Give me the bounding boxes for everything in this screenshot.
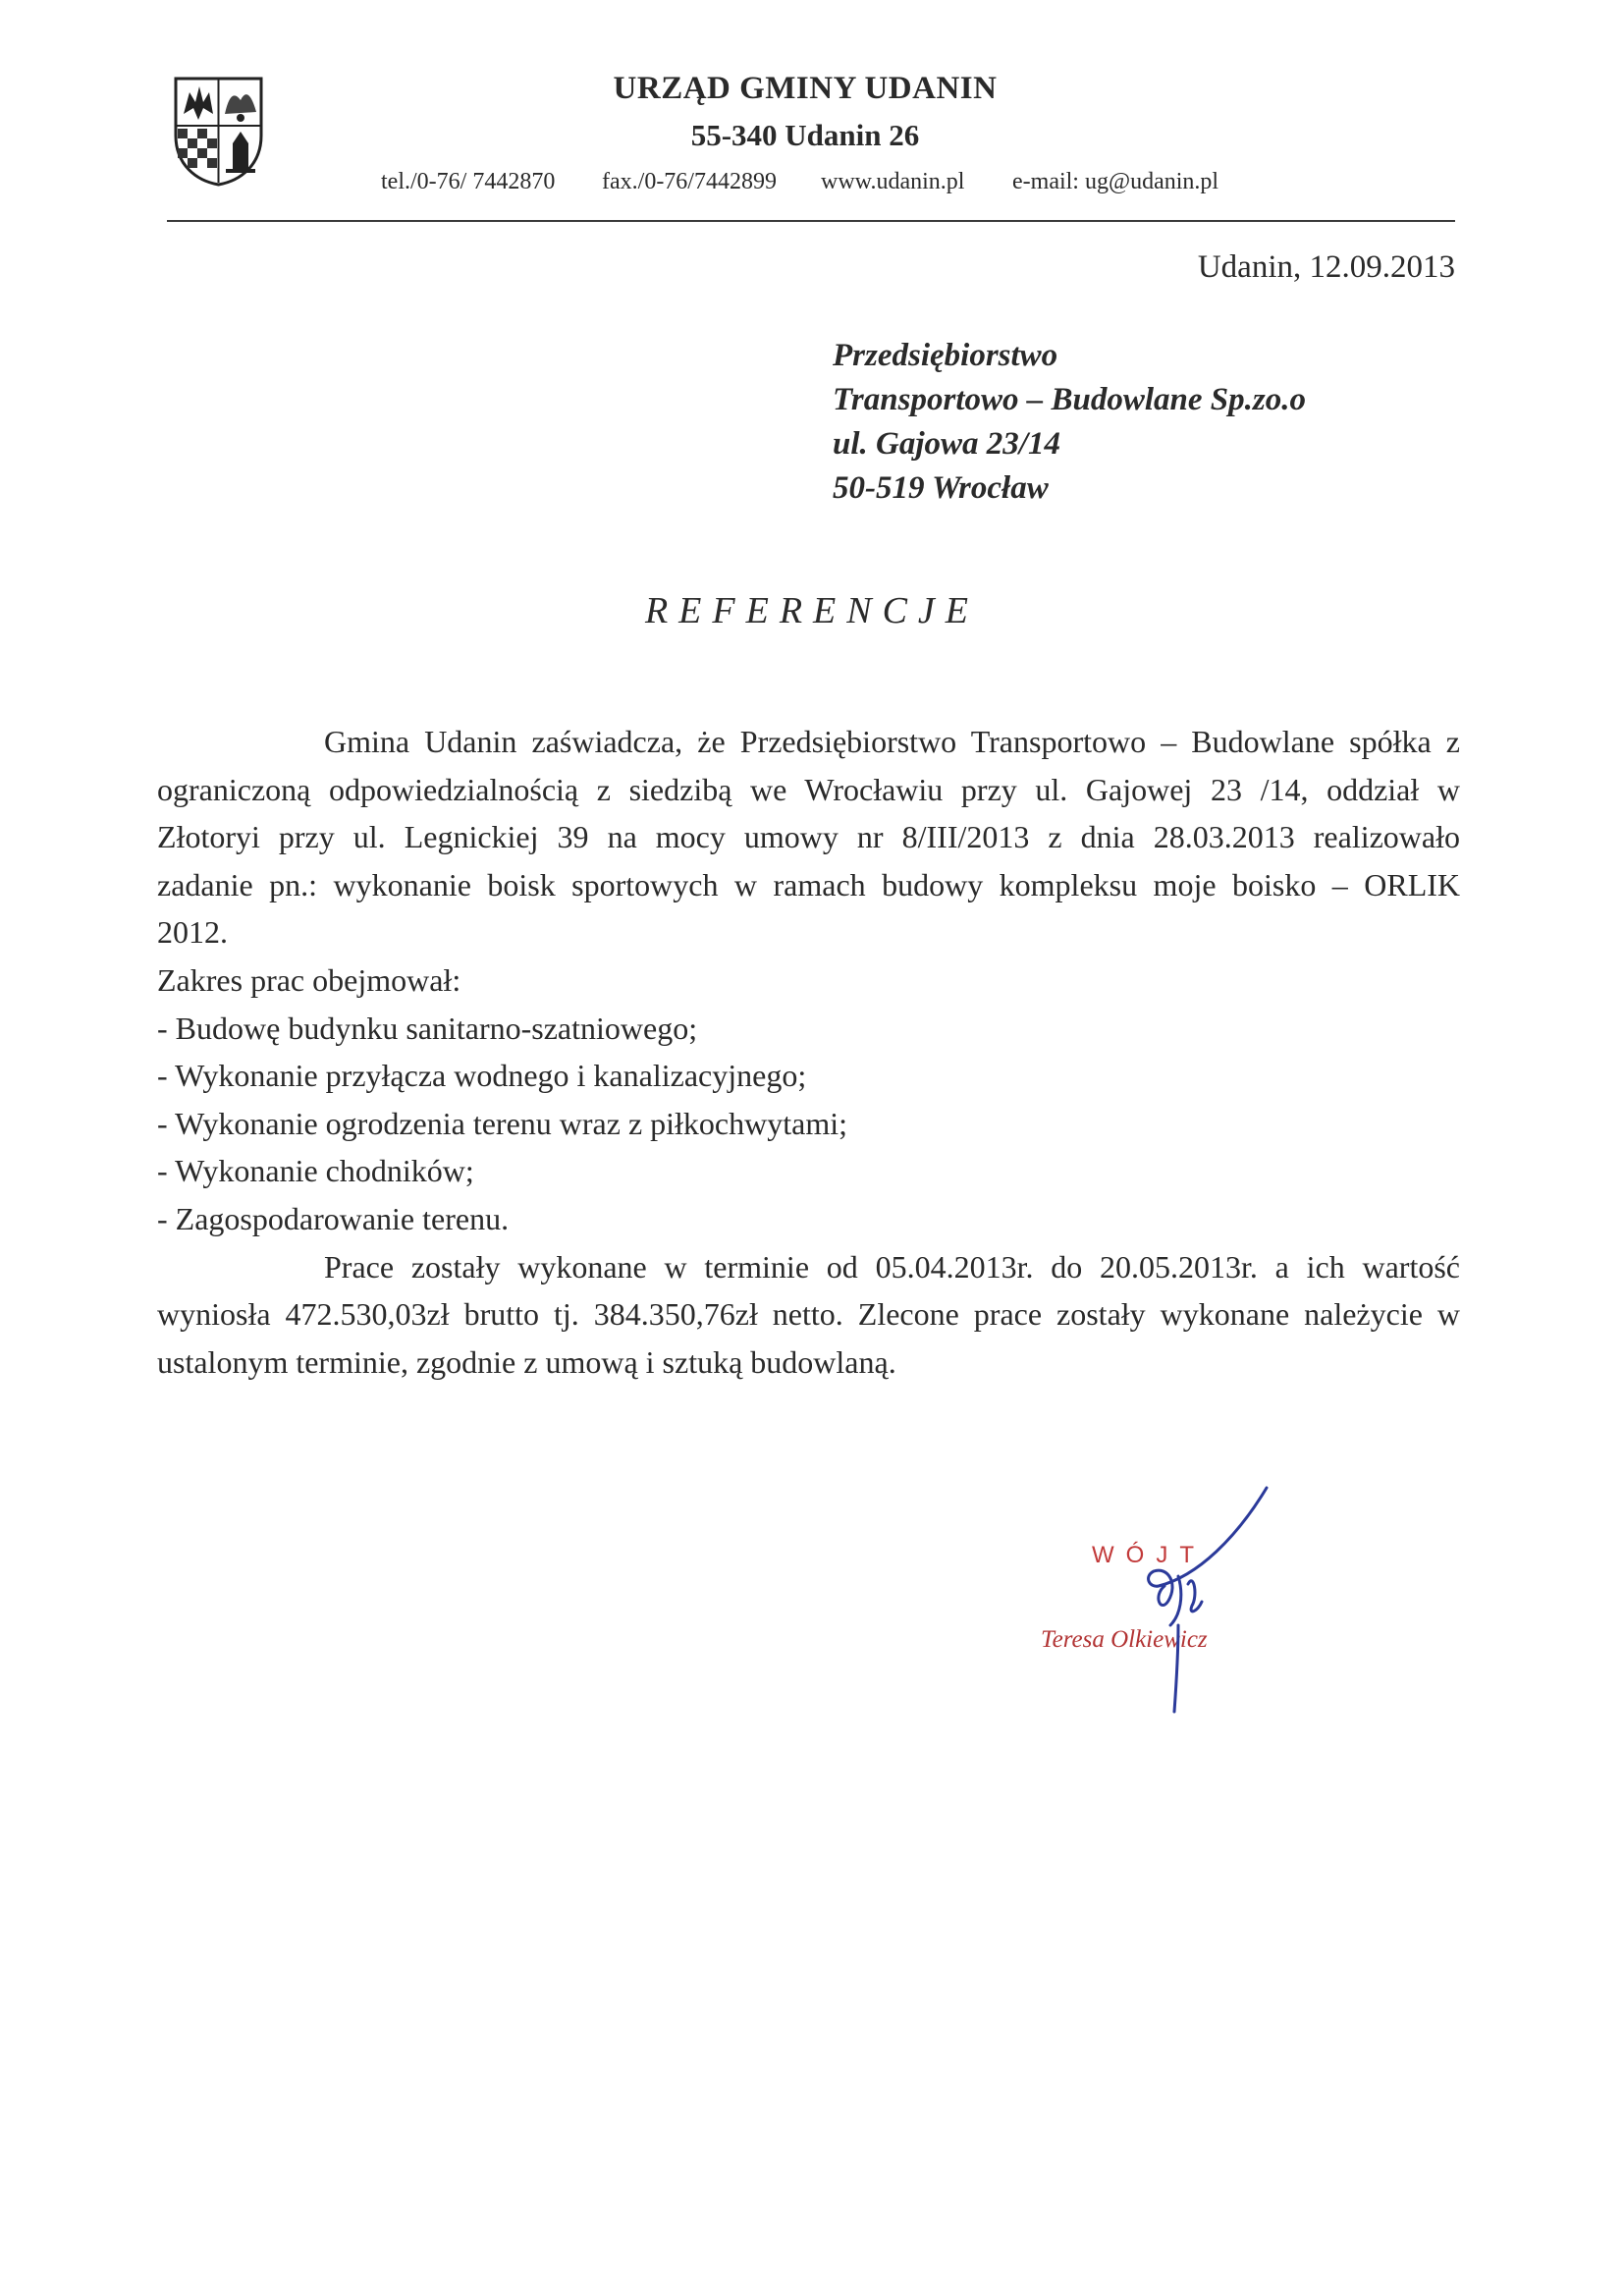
signature-icon xyxy=(1110,1478,1276,1714)
scope-item: - Zagospodarowanie terenu. xyxy=(157,1200,510,1236)
phone-number: tel./0-76/ 7442870 xyxy=(381,169,556,194)
body-line: Złotoryi przy ul. Legnickiej 39 na mocy umowy nr 8/III/2013 z dnia 28.03.2013 realizowało xyxy=(157,819,1460,855)
document-title: REFERENCJE xyxy=(644,590,980,631)
header-divider xyxy=(167,220,1455,222)
addressee-line: ul. Gajowa 23/14 xyxy=(833,426,1060,462)
stamp-title: WÓJT xyxy=(1092,1542,1206,1568)
email-address[interactable]: e-mail: ug@udanin.pl xyxy=(1012,169,1219,194)
addressee-block xyxy=(833,334,1306,511)
stamp-name: Teresa Olkiewicz xyxy=(1041,1626,1208,1653)
addressee-line: Transportowo – Budowlane Sp.zo.o xyxy=(833,382,1306,417)
office-name: URZĄD GMINY UDANIN xyxy=(613,71,998,106)
scope-heading: Zakres prac obejmował: xyxy=(157,961,461,998)
scope-item: - Wykonanie przyłącza wodnego i kanalizacyjnego; xyxy=(157,1058,807,1094)
website-link[interactable]: www.udanin.pl xyxy=(821,169,965,194)
body-line: ustalonym terminie, zgodnie z umową i sztuką budowlaną. xyxy=(157,1343,896,1380)
addressee-line: Przedsiębiorstwo xyxy=(833,338,1058,373)
letter-body xyxy=(157,718,1460,1386)
addressee-line: 50-519 Wrocław xyxy=(833,470,1049,506)
body-line: Gmina Udanin zaświadcza, że Przedsiębiorstwo Transportowo – Budowlane spółka z xyxy=(324,724,1460,759)
scope-item: - Wykonanie chodników; xyxy=(157,1153,474,1189)
office-address: 55-340 Udanin 26 xyxy=(690,118,920,152)
scope-item: - Budowę budynku sanitarno-szatniowego; xyxy=(157,1010,698,1046)
date-line: Udanin, 12.09.2013 xyxy=(1197,249,1455,285)
scope-item: - Wykonanie ogrodzenia terenu wraz z piłkochwytami; xyxy=(157,1105,847,1141)
body-line: Prace zostały wykonane w terminie od 05.04.2013r. do 20.05.2013r. a ich wartość xyxy=(324,1248,1460,1285)
fax-number: fax./0-76/7442899 xyxy=(602,169,777,194)
body-line: 2012. xyxy=(157,914,228,951)
body-line: wyniosła 472.530,03zł brutto tj. 384.350,76zł netto. Zlecone prace zostały wykonane należycie w xyxy=(157,1296,1460,1333)
body-line: ograniczoną odpowiedzialnością z siedzibą we Wrocławiu przy ul. Gajowej 23 /14, oddział w xyxy=(157,771,1460,807)
body-line: zadanie pn.: wykonanie boisk sportowych w ramach budowy kompleksu moje boisko – ORLIK xyxy=(157,866,1460,902)
coat-of-arms-icon xyxy=(172,75,265,188)
